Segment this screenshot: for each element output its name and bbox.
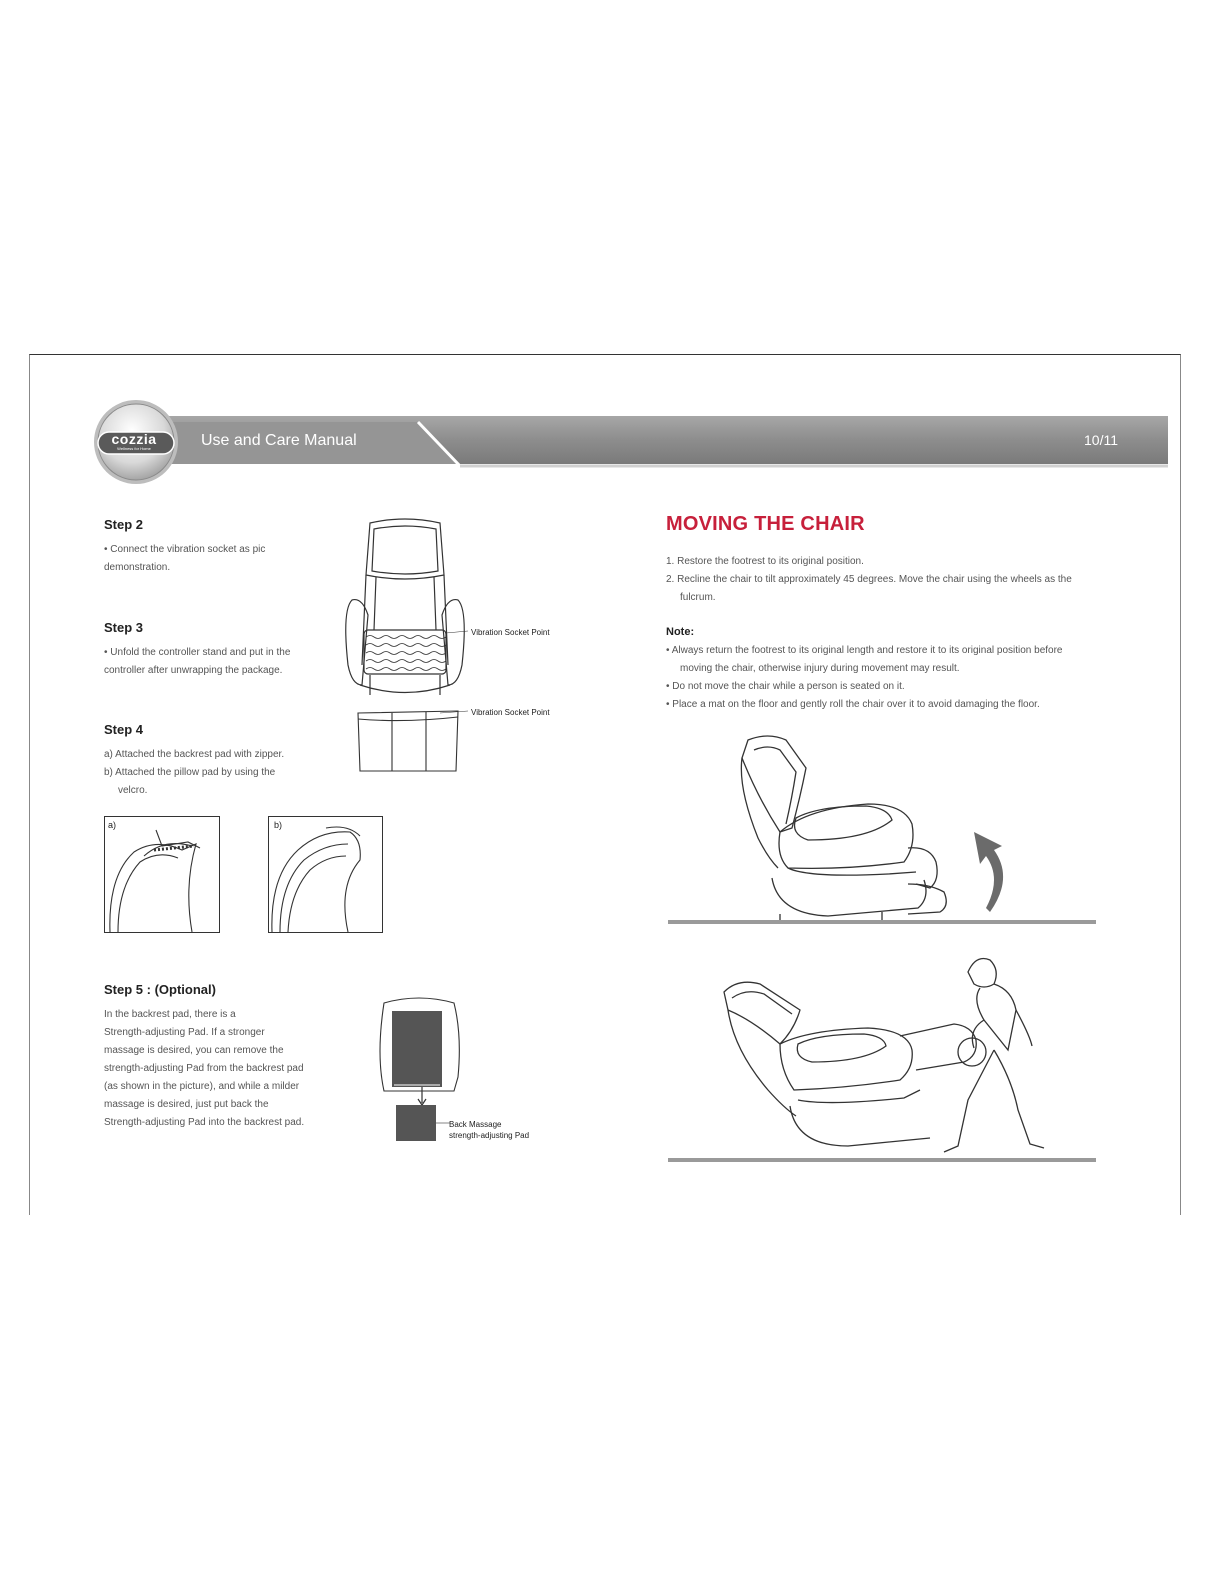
step2-text	[104, 541, 324, 577]
moving-step: 1. Restore the footrest to its original position.	[666, 556, 864, 567]
backrest-zipper-illustration	[104, 816, 221, 934]
step5-line: massage is desired, just put back the	[104, 1099, 269, 1110]
step4-line: b) Attached the pillow pad by using the	[104, 767, 276, 778]
step5-line: (as shown in the picture), and while a milder	[104, 1081, 300, 1092]
pillow-velcro-illustration	[268, 816, 384, 934]
vibration-socket-label-2: Vibration Socket Point	[471, 708, 550, 717]
step3-line: • Unfold the controller stand and put in the	[104, 647, 291, 658]
strength-pad-label-line: Back Massage	[449, 1120, 502, 1129]
step5-line: Strength-adjusting Pad. If a stronger	[104, 1027, 265, 1038]
brand-logo	[103, 433, 165, 452]
section-title: MOVING THE CHAIR	[666, 513, 865, 535]
step2-heading: Step 2	[104, 517, 144, 532]
step5-line: strength-adjusting Pad from the backrest pad	[104, 1063, 304, 1074]
step5-text	[104, 1006, 344, 1132]
chair-front-illustration	[340, 515, 470, 775]
step4-line: velcro.	[118, 785, 148, 796]
step5-heading: Step 5 : (Optional)	[104, 982, 216, 997]
notes-list	[666, 642, 1106, 714]
moving-chair-person-illustration	[668, 940, 1098, 1164]
manual-title: Use and Care Manual	[201, 432, 357, 449]
panel-a-label: a)	[108, 820, 117, 830]
panel-b-label: b)	[274, 820, 283, 830]
note-item: • Always return the footrest to its original length and restore it to its original position before	[666, 645, 1063, 656]
brand-name: cozzia	[111, 431, 157, 447]
moving-step: 2. Recline the chair to tilt approximately 45 degrees. Move the chair using the wheels as the	[666, 574, 1072, 585]
moving-steps	[666, 553, 1106, 607]
note-heading: Note:	[666, 626, 695, 638]
step3-heading: Step 3	[104, 620, 144, 635]
step2-line: • Connect the vibration socket as pic	[104, 544, 266, 555]
brand-tagline: Wellness for Home	[117, 446, 151, 451]
step4-text	[104, 746, 334, 800]
note-item: moving the chair, otherwise injury during movement may result.	[680, 663, 960, 674]
strength-pad-label-line: strength-adjusting Pad	[449, 1131, 530, 1140]
vibration-socket-label-1: Vibration Socket Point	[471, 628, 550, 637]
moving-step: fulcrum.	[680, 592, 716, 603]
strength-pad-label	[449, 1119, 529, 1141]
step4-heading: Step 4	[104, 722, 144, 737]
note-item: • Place a mat on the floor and gently roll the chair over it to avoid damaging the floor.	[666, 699, 1040, 710]
step3-text	[104, 644, 334, 680]
step3-line: controller after unwrapping the package.	[104, 665, 283, 676]
step2-line: demonstration.	[104, 562, 171, 573]
page-number: 10/11	[1084, 432, 1118, 448]
note-item: • Do not move the chair while a person is seated on it.	[666, 681, 905, 692]
step5-line: In the backrest pad, there is a	[104, 1009, 236, 1020]
step5-line: Strength-adjusting Pad into the backrest pad.	[104, 1117, 305, 1128]
reclined-chair-illustration	[668, 728, 1098, 928]
step4-line: a) Attached the backrest pad with zipper.	[104, 749, 285, 760]
step5-line: massage is desired, you can remove the	[104, 1045, 284, 1056]
